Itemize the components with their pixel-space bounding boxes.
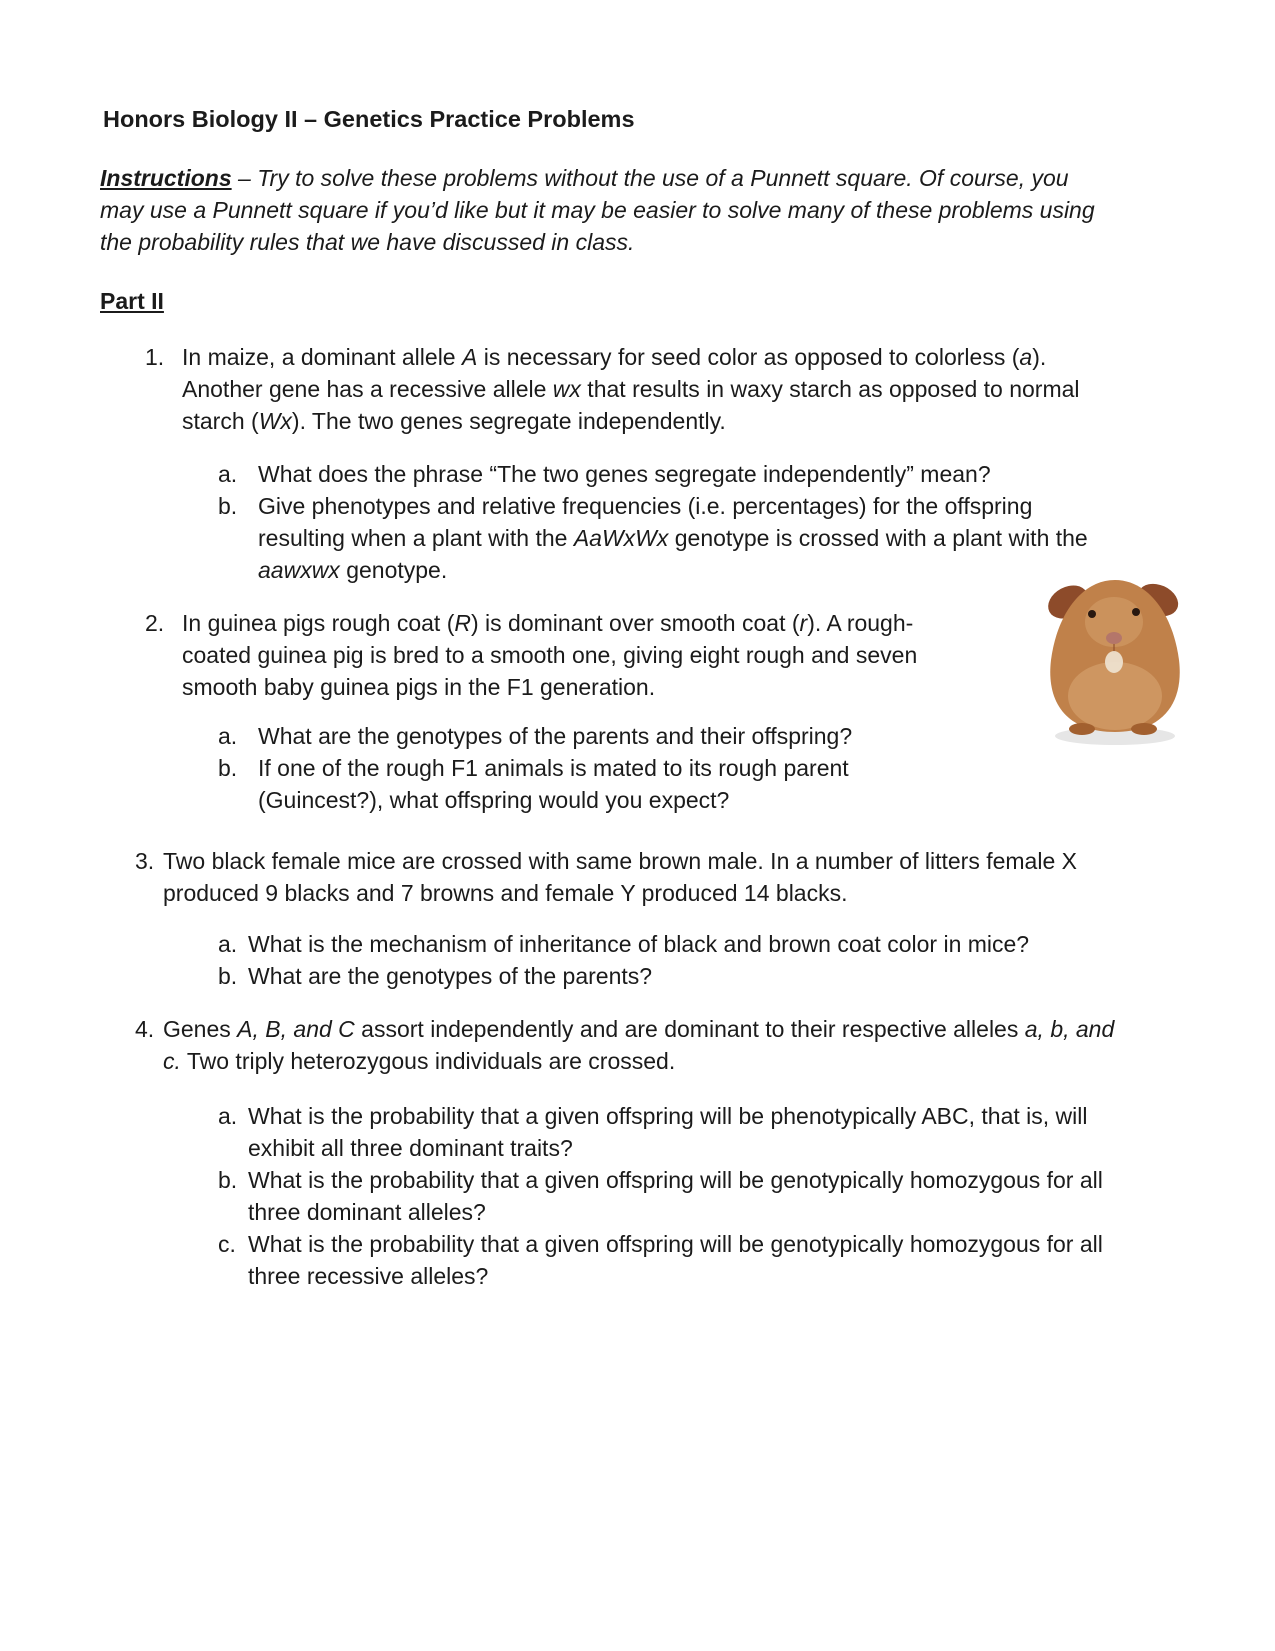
guinea-pig-nose [1106,632,1122,644]
subitem [218,928,1275,960]
problem-number: 3. [135,848,155,874]
subitem-body: What is the probability that a given offspring will be phenotypically ABC, that is, will exhibit all three dominant traits? [248,1103,1088,1161]
problem-number: 1. [145,344,165,370]
guinea-pig-right-eye-icon [1132,608,1140,616]
problem-4 [135,1013,1275,1077]
subitem-body: If one of the rough F1 animals is mated to its rough parent (Guincest?), what offspring would you expect? [258,755,849,813]
subitem-letter: a. [218,1103,238,1129]
problem-body: In guinea pigs rough coat (R) is dominant over smooth coat (r). A rough-coated guinea pig is bred to a smooth one, giving eight rough and seven smooth baby guinea pigs in the F1 generation. [182,610,918,700]
subitem-letter: c. [218,1231,236,1257]
instructions-paragraph: Instructions – Try to solve these problems without the use of a Punnett square. Of course, you may use a Punnett square if you’d like but it may be easier to solve many of these problems using the probability rules that we have discussed in class. [100,165,1095,255]
subitem-letter: b. [218,963,238,989]
problem-body: In maize, a dominant allele A is necessary for seed color as opposed to colorless (a). Another gene has a recessive allele wx that results in waxy starch as opposed to normal starch (Wx). The two genes segregate independently. [182,344,1080,434]
subitem-body: What are the genotypes of the parents? [248,963,653,989]
guinea-pig-right-foot [1131,723,1157,735]
problem-body: Two black female mice are crossed with same brown male. In a number of litters female X produced 9 blacks and 7 browns and female Y produced 14 blacks. [163,848,1077,906]
page-title: Honors Biology II – Genetics Practice Problems [103,106,635,132]
subitem-letter: b. [218,755,238,781]
guinea-pig-photo [1030,560,1200,750]
subitem-body: Give phenotypes and relative frequencies (i.e. percentages) for the offspring resulting when a plant with the AaWxWx genotype is crossed with a plant with the aawxwx genotype. [258,493,1088,583]
subitem [218,960,1275,992]
problem-number: 2. [145,610,165,636]
subitem-letter: a. [218,931,238,957]
problem-number: 4. [135,1016,155,1042]
subitem-body: What is the mechanism of inheritance of black and brown coat color in mice? [248,931,1030,957]
guinea-pig-chin-patch [1105,651,1123,673]
subitem [218,458,1275,490]
subitem-letter: b. [218,493,238,519]
subitem [218,1228,1275,1292]
subitem-body: What are the genotypes of the parents and their offspring? [258,723,853,749]
subitem-body: What is the probability that a given offspring will be genotypically homozygous for all three dominant alleles? [248,1167,1103,1225]
subitem [218,1164,1275,1228]
problem-body: Genes A, B, and C assort independently and are dominant to their respective alleles a, b, and c. Two triply heterozygous individuals are crossed. [163,1016,1115,1074]
subitem [218,1100,1275,1164]
subitem-letter: b. [218,1167,238,1193]
part-heading-label: Part II [100,288,164,314]
problem-3 [135,845,1275,909]
subitem [218,752,1275,816]
problem-3-subitems [218,928,1275,992]
guinea-pig-left-eye-icon [1088,610,1096,618]
subitem-letter: a. [218,723,238,749]
subitem-body: What is the probability that a given offspring will be genotypically homozygous for all three recessive alleles? [248,1231,1103,1289]
problem-4-subitems [218,1100,1275,1292]
guinea-pig-left-foot [1069,723,1095,735]
subitem-body: What does the phrase “The two genes segregate independently” mean? [258,461,991,487]
subitem-letter: a. [218,461,238,487]
problem-1 [145,341,1275,437]
part-heading [100,285,1275,317]
